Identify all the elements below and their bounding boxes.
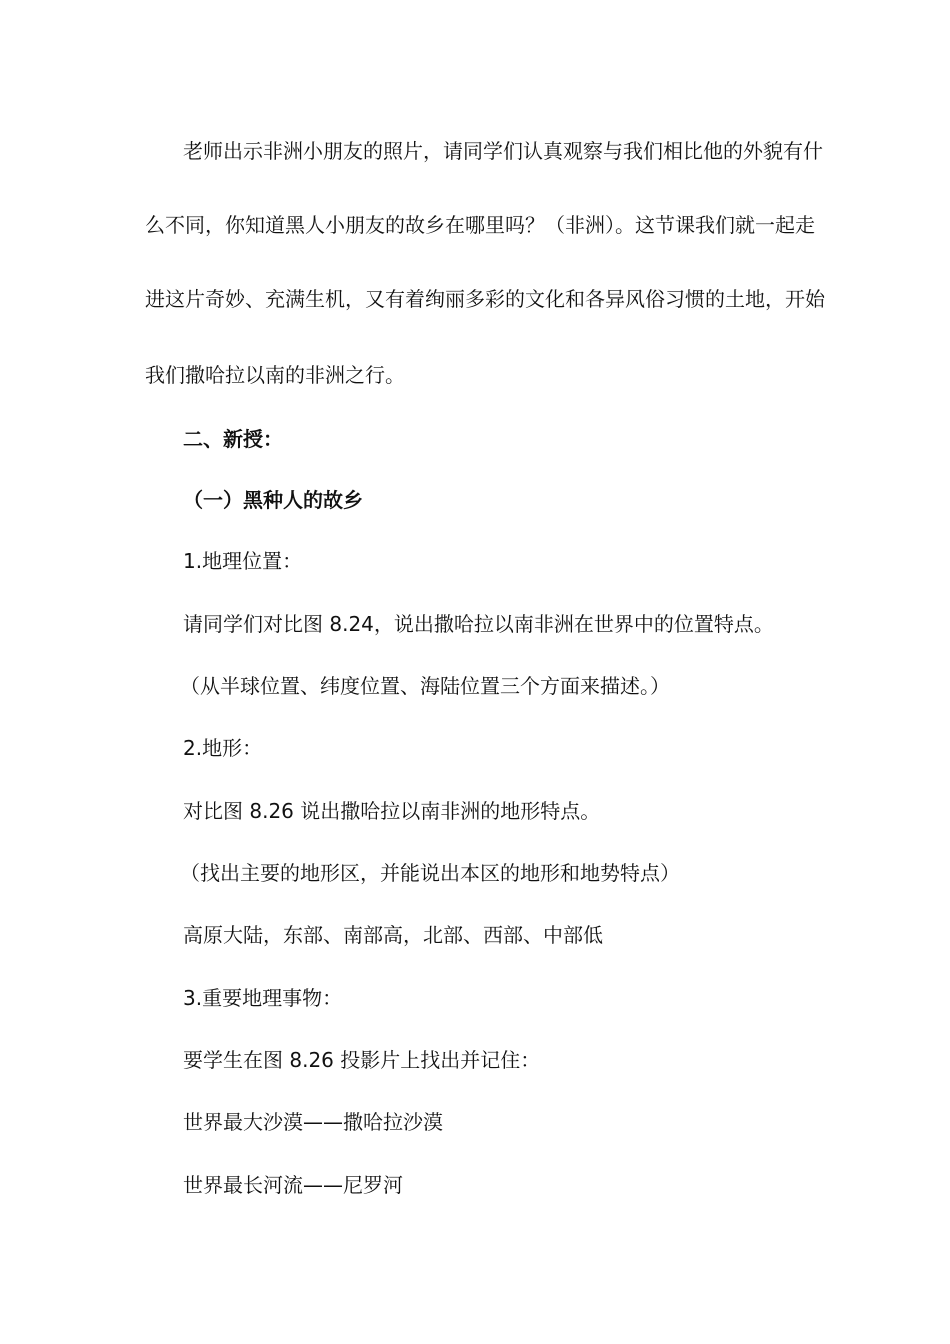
item-terrain-answer: 高原大陆，东部、南部高，北部、西部、中部低: [183, 923, 603, 947]
item-features-instruction: 要学生在图 8.26 投影片上找出并记住：: [183, 1048, 541, 1072]
item-terrain-title: 2.地形：: [183, 736, 263, 760]
item-location-question: 请同学们对比图 8.24，说出撒哈拉以南非洲在世界中的位置特点。: [183, 612, 774, 636]
item-terrain-hint: （找出主要的地形区，并能说出本区的地形和地势特点）: [180, 861, 680, 885]
intro-line-1: 老师出示非洲小朋友的照片，请同学们认真观察与我们相比他的外貌有什: [183, 139, 823, 163]
item-feature-river: 世界最长河流——尼罗河: [183, 1173, 403, 1197]
intro-line-2: 么不同，你知道黑人小朋友的故乡在哪里吗？（非洲）。这节课我们就一起走: [145, 213, 815, 237]
section-heading: 二、新授：: [183, 427, 283, 451]
item-location-title: 1.地理位置：: [183, 549, 303, 573]
item-feature-desert: 世界最大沙漠——撒哈拉沙漠: [183, 1110, 443, 1134]
subsection-heading: （一）黑种人的故乡: [183, 488, 363, 512]
intro-line-4: 我们撒哈拉以南的非洲之行。: [145, 363, 405, 387]
intro-line-3: 进这片奇妙、充满生机，又有着绚丽多彩的文化和各异风俗习惯的土地，开始: [145, 287, 825, 311]
item-features-title: 3.重要地理事物：: [183, 986, 343, 1010]
item-terrain-question: 对比图 8.26 说出撒哈拉以南非洲的地形特点。: [183, 799, 601, 823]
item-location-hint: （从半球位置、纬度位置、海陆位置三个方面来描述。）: [180, 674, 670, 698]
